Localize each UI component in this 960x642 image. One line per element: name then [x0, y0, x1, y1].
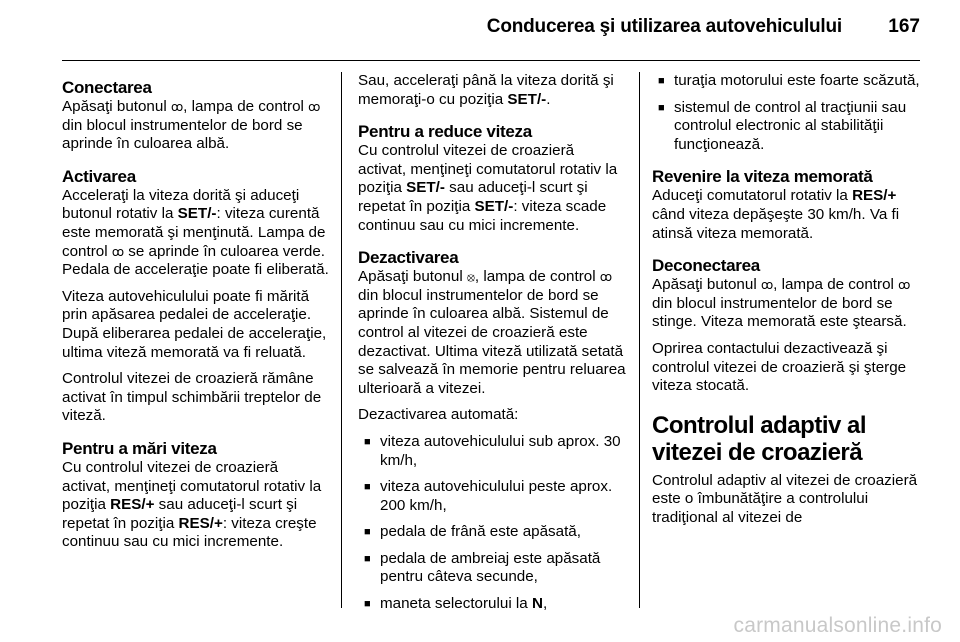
column-right — [652, 72, 922, 536]
cruise-control-icon: ꝏ — [760, 278, 774, 293]
cruise-control-icon: ꝏ — [111, 244, 125, 259]
list-item: ■ pedala de frână este apăsată, — [358, 523, 626, 542]
paragraph-continuare: Sau, acceleraţi până la viteza dorită şi memoraţi-o cu poziţia SET/-. — [358, 72, 614, 108]
list-item: ■ maneta selectorului la N, — [358, 595, 626, 614]
list-item: ■ viteza autovehiculului peste aprox. 200 km/h, — [358, 478, 626, 515]
paragraph-marire-viteza: Cu controlul vitezei de croazieră activat, menţineţi comutatorul rotativ la poziţia RES/+ sau aduceţi-l scurt şi repetat în poziţia RES/+: viteza creşte continuu sau cu mici incremente. — [62, 458, 322, 551]
heading-reducere-viteza: Pentru a reduce viteza — [358, 122, 532, 142]
list-dezactivare-continuare — [652, 72, 922, 154]
paragraph-control-adaptiv: Controlul adaptiv al vitezei de croazieră este o îmbunătăţire a controlului tradiţional al vitezei de — [652, 471, 918, 526]
column-divider-1 — [341, 72, 342, 608]
paragraph-deconectarea-1: Apăsaţi butonul ꝏ, lampa de control ꝏ din blocul instrumentelor de bord se stinge. Viteza memorată este ştearsă. — [652, 276, 911, 331]
paragraph-activarea-3: Controlul vitezei de croazieră rămâne activat în timpul schimbării treptelor de viteză. — [62, 370, 322, 425]
list-dezactivare-automata — [358, 433, 626, 614]
heading-marire-viteza: Pentru a mări viteza — [62, 438, 217, 458]
cruise-control-icon: ꝏ — [170, 100, 184, 114]
page-header — [0, 0, 960, 62]
cruise-control-icon: ꝏ — [599, 270, 613, 285]
list-item: ■ turaţia motorului este foarte scăzută, — [652, 72, 922, 91]
paragraph-conectarea: Apăsaţi butonul ꝏ, lampa de control ꝏ din blocul instrumentelor de bord se aprinde în culoarea albă. — [62, 98, 321, 153]
cruise-control-icon: ꝏ — [308, 100, 321, 114]
list-item: ■ pedala de ambreiaj este apăsată pentru câteva secunde, — [358, 550, 626, 587]
paragraph-revenire-viteza: Aduceţi comutatorul rotativ la RES/+ când viteza depăşeşte 30 km/h. Va fi atinsă viteza memorată. — [652, 187, 900, 242]
column-divider-2 — [639, 72, 640, 608]
paragraph-activarea-1: Acceleraţi la viteza dorită şi aduceţi butonul rotativ la SET/-: viteza curentă este memorată şi menţinută. Lampa de control ꝏ se aprinde în culoarea verde. Pedala de acceleraţie poate fi eliberată. — [62, 186, 329, 279]
heading-control-adaptiv: Controlul adaptiv al vitezei de croazieră — [652, 411, 867, 466]
heading-activarea: Activarea — [62, 166, 136, 186]
header-divider — [62, 60, 920, 61]
cruise-control-icon: ꝏ — [898, 278, 911, 293]
heading-conectarea: Conectarea — [62, 78, 152, 97]
heading-revenire-viteza: Revenire la viteza memorată — [652, 167, 873, 187]
watermark: carmanualsonline.info — [733, 614, 942, 637]
heading-deconectarea: Deconectarea — [652, 256, 760, 276]
paragraph-reducere-viteza: Cu controlul vitezei de croazieră activat, menţineţi comutatorul rotativ la poziţia SET/- sau aduceţi-l scurt şi repetat în poziţia SET/-: viteza scade continuu sau cu mici incremente. — [358, 142, 618, 234]
cruise-off-icon: ⦻ — [466, 270, 475, 285]
page-header-title: Conducerea şi utilizarea autovehiculului — [486, 16, 842, 37]
paragraph-deconectarea-2: Oprirea contactului dezactivează şi controlul vitezei de croazieră şi şterge viteza stocată. — [652, 339, 907, 395]
paragraph-dezactivarea-2: Dezactivarea automată: — [358, 406, 519, 424]
page-number: 167 — [888, 16, 920, 37]
heading-dezactivarea: Dezactivarea — [358, 248, 459, 268]
paragraph-activarea-2: Viteza autovehiculului poate fi mărită prin apăsarea pedalei de acceleraţie. După eliberarea pedalei de acceleraţie, ultima viteză memorată va fi reluată. — [62, 287, 327, 361]
list-item: ■ viteza autovehiculului sub aprox. 30 km/h, — [358, 433, 626, 470]
column-middle — [358, 72, 626, 622]
column-left — [62, 72, 330, 560]
list-item: ■ sistemul de control al tracţiunii sau controlul electronic al stabilităţii funcţionează. — [652, 99, 922, 155]
paragraph-dezactivarea-1: Apăsaţi butonul ⦻, lampa de control ꝏ din blocul instrumentelor de bord se aprinde în culoarea albă. Sistemul de control al vitezei de croazieră este dezactivat. Ultima viteză utilizată setată se salvează în memorie pentru reluarea ulterioară a vitezei. — [358, 268, 626, 397]
